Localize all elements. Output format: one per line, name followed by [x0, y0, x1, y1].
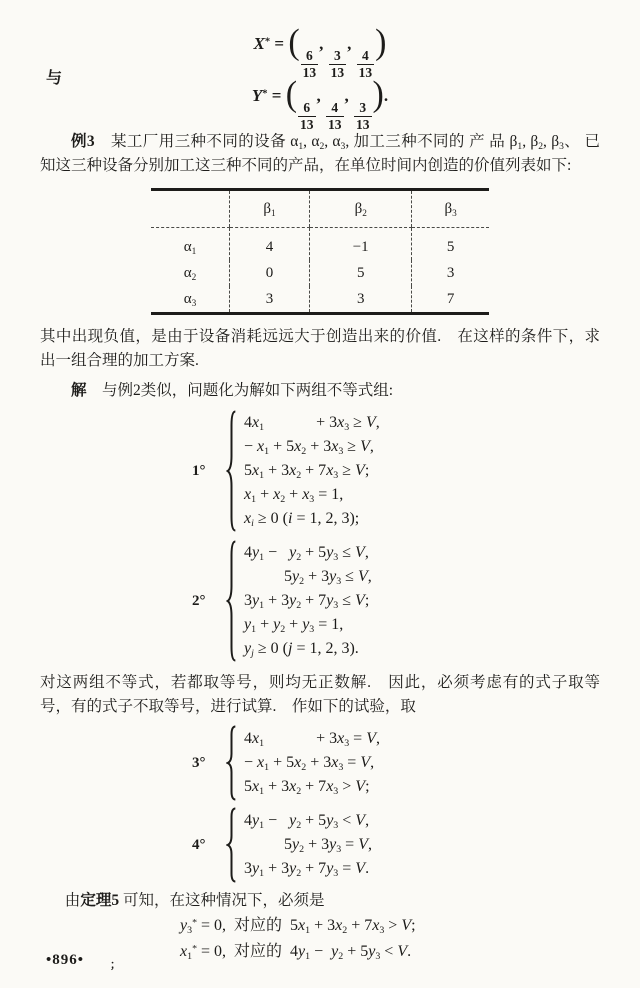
equation-system-1 — [192, 409, 640, 533]
fraction: $\frac{4}{13}$ — [358, 48, 373, 80]
table-cell: $\alpha_2$ — [183, 264, 197, 283]
value-table-header — [151, 190, 489, 228]
equation-line: $4y_1 - y_2 + 5y_3 \le V$, — [244, 544, 369, 563]
equation-line: $4x_1$ + $3x_3 = V$, — [244, 730, 380, 749]
table-cell: 0 — [229, 260, 309, 286]
left-brace-icon — [226, 409, 237, 533]
system-equations — [244, 541, 372, 661]
system-label: 3° — [192, 754, 206, 771]
value-table — [151, 188, 489, 315]
table-header-cell — [151, 190, 229, 228]
paragraph-negative-note: 其中出现负值，是由于设备消耗远远大于创造出来的价值. 在这样的条件下，求出一组合理的加工方案. — [40, 328, 600, 369]
paragraph-theorem-note: 由定理5 可知，在这种情况下，必须是 — [64, 892, 325, 909]
system-label: 1° — [192, 462, 206, 479]
equation-line: $4x_1$ + $3x_3 \ge V$, — [244, 414, 380, 433]
conclusion-line: $y_3^* = 0$, 对应的 $5x_1 + 3x_2 + 7x_3 > V$; — [180, 917, 416, 936]
fraction: $\frac{6}{13}$ — [302, 48, 317, 80]
equation-line: $5y_2 + 3y_3 \le V$, — [244, 568, 372, 587]
equation-line: $x_i \ge 0$ (i = 1, 2, 3); — [244, 510, 360, 529]
equation-line: − $x_1 + 5x_2 + 3x_3 = V$, — [244, 754, 375, 773]
fraction: $\frac{3}{13}$ — [330, 48, 345, 80]
table-header-cell: $\beta_1$ — [229, 190, 309, 228]
value-table-body — [151, 228, 489, 314]
table-cell: 3 — [412, 260, 489, 286]
fraction: $\frac{3}{13}$ — [356, 100, 370, 132]
table-cell: 5 — [310, 260, 412, 286]
equation-line: − $x_1 + 5x_2 + 3x_3 \ge V$, — [244, 438, 374, 457]
equation-line: $5y_2 + 3y_3 = V$, — [244, 836, 372, 855]
equation-system-3 — [192, 725, 640, 801]
equation-system-4 — [192, 807, 640, 883]
left-brace-icon — [226, 725, 237, 801]
equation-line: $3y_1 + 3y_2 + 7y_3 \le V$; — [244, 592, 370, 611]
formula-y-star: Y* = ( $\frac{6}{13}$ , $\frac{4}{13}$ , $\frac{3}{13}$ ). — [251, 75, 389, 132]
system-equations — [244, 411, 380, 531]
equation-line: $5x_1 + 3x_2 + 7x_3 \ge V$; — [244, 462, 370, 481]
table-cell: −1 — [310, 228, 412, 261]
equation-line: $3y_1 + 3y_2 + 7y_3 = V$. — [244, 860, 370, 879]
print-artifact-mark: ； — [110, 959, 123, 971]
table-header-row — [151, 190, 489, 228]
equation-line: $x_1 + x_2 + x_3 = 1$, — [244, 486, 344, 505]
table-cell: 4 — [229, 228, 309, 261]
paragraph-trial-note: 对这两组不等式，若都取等号，则均无正数解. 因此，必须考虑有的式子取等号，有的式子不取等号，进行试算. 作如下的试验，取 — [40, 674, 600, 715]
left-brace-icon — [226, 807, 237, 883]
page-number: •896• — [46, 952, 85, 968]
equation-system-2 — [192, 539, 640, 663]
table-cell: 3 — [310, 286, 412, 314]
fraction: $\frac{4}{13}$ — [328, 100, 342, 132]
table-cell: $\alpha_1$ — [183, 238, 197, 257]
system-equations — [244, 809, 372, 881]
paragraph-solution-lead: 解 与例2类似，问题化为解如下两组不等式组: — [71, 382, 394, 399]
table-header-cell: $\beta_3$ — [412, 190, 489, 228]
table-row — [151, 228, 489, 261]
equation-line: $y_1 + y_2 + y_3 = 1$, — [244, 616, 344, 635]
table-cell: 3 — [229, 286, 309, 314]
inequality-systems-1 — [0, 409, 640, 663]
table-cell: 7 — [412, 286, 489, 314]
paragraph-example3: 例3 某工厂用三种不同的设备 $\alpha_1$, $\alpha_2$, $\alpha_3$, 加工三种不同的 产 品 $\beta_1$, $\beta_2$, $\beta_3$、 已知这三种设备分别加工这三种不同的产品，在单位时间内创造的价值列表如下: — [40, 133, 600, 174]
system-equations — [244, 727, 380, 799]
page-footer — [46, 952, 122, 972]
equation-line: $y_j \ge 0$ (j = 1, 2, 3). — [244, 640, 359, 659]
table-cell: 5 — [412, 228, 489, 261]
system-label: 2° — [192, 592, 206, 609]
table-row — [151, 260, 489, 286]
table-header-cell: $\beta_2$ — [310, 190, 412, 228]
conclusion-line: $x_1^* = 0$, 对应的 $4y_1 - y_2 + 5y_3 < V$. — [180, 943, 412, 962]
formula-x-star: X* = ( $\frac{6}{13}$ , $\frac{3}{13}$ , $\frac{4}{13}$ ) — [253, 23, 387, 80]
system-label: 4° — [192, 836, 206, 853]
equation-line: $5x_1 + 3x_2 + 7x_3 > V$; — [244, 778, 370, 797]
conjunction-yu: 与 — [46, 70, 63, 87]
table-row — [151, 286, 489, 314]
equation-line: $4y_1 - y_2 + 5y_3 < V$, — [244, 812, 370, 831]
inequality-systems-2 — [0, 725, 640, 883]
fraction: $\frac{6}{13}$ — [300, 100, 314, 132]
left-brace-icon — [226, 539, 237, 663]
table-cell: $\alpha_3$ — [183, 290, 197, 309]
